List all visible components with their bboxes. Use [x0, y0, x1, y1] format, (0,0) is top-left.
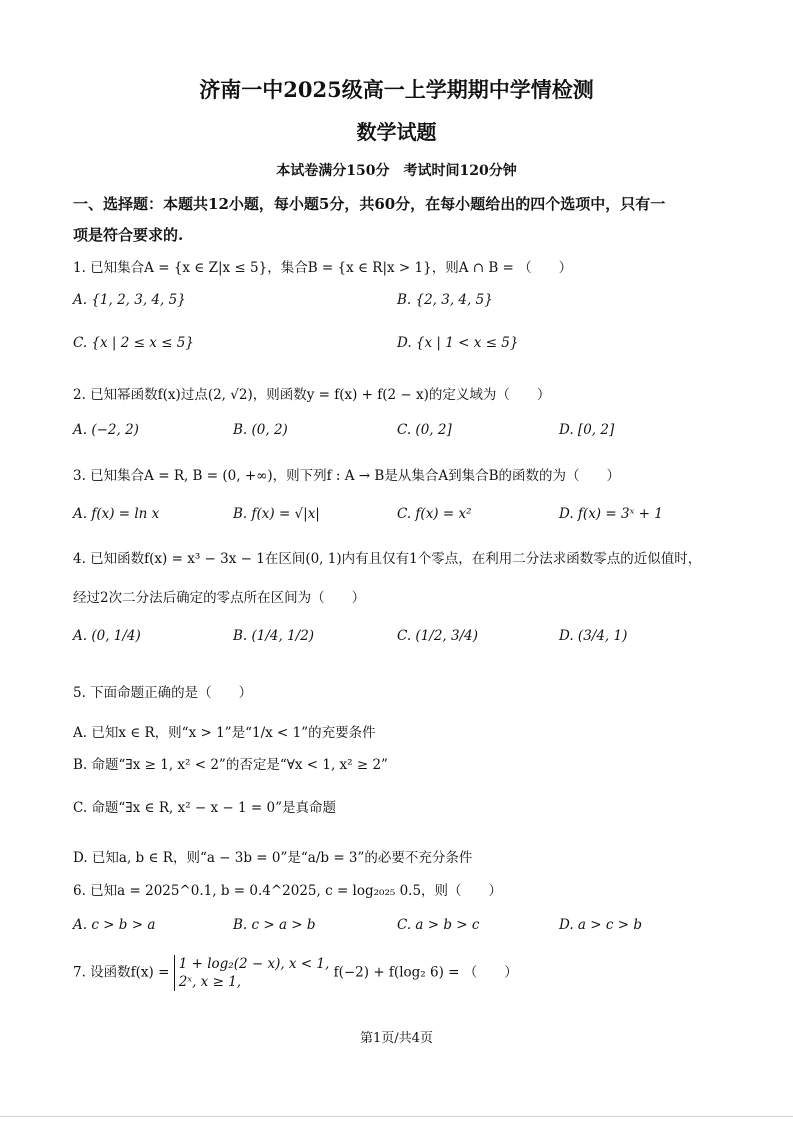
- piecewise-function: [174, 955, 330, 991]
- question-3-option-c: C. f(x) = x²: [397, 506, 472, 522]
- question-1-option-c: C. {x | 2 ≤ x ≤ 5}: [73, 335, 194, 351]
- question-6-option-d: D. a > c > b: [559, 917, 642, 933]
- section-heading-continued: 项是符合要求的.: [73, 226, 184, 244]
- question-6-option-c: C. a > b > c: [397, 917, 480, 933]
- question-7-stem-prefix: 7. 设函数f(x) =: [73, 964, 170, 981]
- page-footer: 第1页/共4页: [360, 1031, 433, 1046]
- section-heading: 一、选择题：本题共12小题，每小题5分，共60分，在每小题给出的四个选项中，只有一: [73, 195, 666, 213]
- question-4-option-b: B. (1/4, 1/2): [233, 628, 315, 644]
- question-1-option-a: A. {1, 2, 3, 4, 5}: [73, 292, 186, 308]
- question-7-stem-suffix: f(−2) + f(log₂ 6) = （ ）: [333, 964, 518, 981]
- question-2-option-b: B. (0, 2): [233, 422, 288, 438]
- question-2-option-d: D. [0, 2]: [559, 422, 615, 438]
- question-7-stem: [73, 955, 518, 991]
- question-3-stem: 3. 已知集合A = R, B = (0, +∞)，则下列f : A → B是从集合A到集合B的函数的为（ ）: [73, 468, 620, 484]
- question-5-option-d: D. 已知a, b ∈ R，则“a − 3b = 0”是“a/b = 3”的必要不充分条件: [73, 850, 473, 866]
- question-6-option-a: A. c > b > a: [73, 917, 156, 933]
- exam-title: 济南一中2025级高一上学期期中学情检测: [199, 77, 594, 102]
- page-bottom-divider: [0, 1116, 793, 1117]
- question-2-stem: 2. 已知幂函数f(x)过点(2, √2)，则函数y = f(x) + f(2 − x)的定义域为（ ）: [73, 387, 551, 403]
- exam-info: 本试卷满分150分 考试时间120分钟: [276, 163, 517, 179]
- question-2-option-c: C. (0, 2]: [397, 422, 452, 438]
- question-4-stem-continued: 经过2次二分法后确定的零点所在区间为（ ）: [73, 590, 366, 606]
- subject-title: 数学试题: [356, 120, 437, 144]
- question-2-option-a: A. (−2, 2): [73, 422, 139, 438]
- question-5-stem: 5. 下面命题正确的是（ ）: [73, 685, 253, 701]
- question-5-option-a: A. 已知x ∈ R，则“x > 1”是“1/x < 1”的充要条件: [73, 725, 376, 741]
- question-1-stem: 1. 已知集合A = {x ∈ Z|x ≤ 5}，集合B = {x ∈ R|x > 1}，则A ∩ B = （ ）: [73, 260, 573, 276]
- question-4-option-c: C. (1/2, 3/4): [397, 628, 478, 644]
- question-4-stem: 4. 已知函数f(x) = x³ − 3x − 1在区间(0, 1)内有且仅有1个零点，在利用二分法求函数零点的近似值时，: [73, 551, 702, 567]
- question-3-option-d: D. f(x) = 3ˣ + 1: [559, 506, 663, 522]
- question-5-option-b: B. 命题“∃x ≥ 1, x² < 2”的否定是“∀x < 1, x² ≥ 2”: [73, 757, 388, 773]
- question-4-option-d: D. (3/4, 1): [559, 628, 628, 644]
- piecewise-case-2: 2ˣ, x ≥ 1,: [178, 974, 242, 990]
- question-3-option-a: A. f(x) = ln x: [73, 506, 160, 522]
- question-3-option-b: B. f(x) = √|x|: [233, 506, 320, 522]
- question-4-option-a: A. (0, 1/4): [73, 628, 141, 644]
- piecewise-case-1: 1 + log₂(2 − x), x < 1,: [178, 956, 330, 972]
- question-6-option-b: B. c > a > b: [233, 917, 316, 933]
- question-5-option-c: C. 命题“∃x ∈ R, x² − x − 1 = 0”是真命题: [73, 800, 336, 816]
- question-1-option-d: D. {x | 1 < x ≤ 5}: [397, 335, 519, 351]
- question-6-stem: 6. 已知a = 2025^0.1, b = 0.4^2025, c = log₂₀₂₅ 0.5，则（ ）: [73, 883, 503, 899]
- question-1-option-b: B. {2, 3, 4, 5}: [397, 292, 493, 308]
